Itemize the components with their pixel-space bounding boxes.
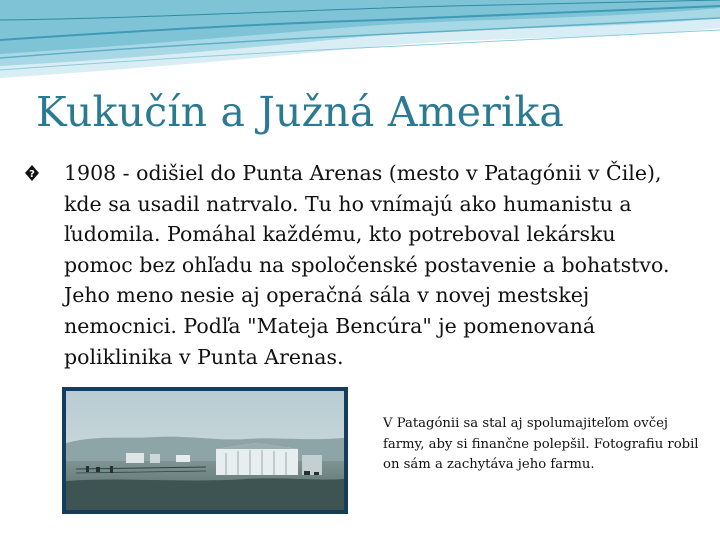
farm-photo-image [66,391,344,510]
slide-title: Kukučín a Južná Amerika [36,88,565,136]
bullet-placeholder-icon [29,160,60,180]
body-paragraph [29,158,674,382]
svg-text:?: ? [29,169,35,180]
photo-caption: V Patagónii sa stal aj spolumajiteľom ovčej farmy, aby si finančne polepšil. Fotografiu robil on sám a zachytáva jeho farmu. [383,416,699,472]
farm-photo [62,387,348,514]
header-wave-decoration [0,0,720,90]
body-text: 1908 - odišiel do Punta Arenas (mesto v Patagónii v Čile), kde sa usadil natrvalo. Tu ho vnímajú ako humanistu a ľudomila. Pomáhal každému, kto potreboval lekársku pomoc bez ohľadu na spoločenské postavenie a bohatstvo. Jeho meno nesie aj operačná sála v novej mestskej nemocnici. Podľa "Mateja Bencúra" je pomenovaná poliklinika v Punta Arenas. [64,161,670,369]
